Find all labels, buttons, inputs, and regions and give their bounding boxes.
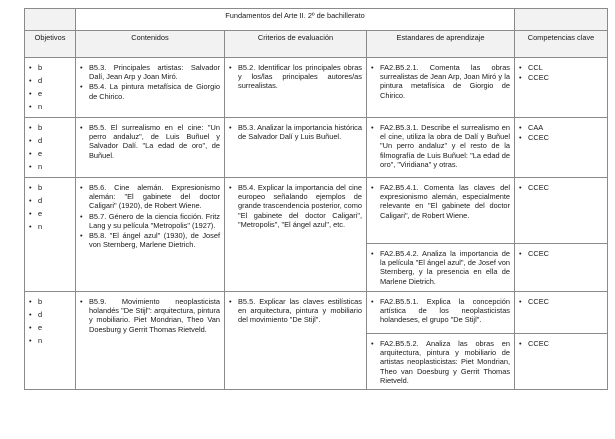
estandar-cell (367, 118, 515, 178)
objetivo-item: • e (29, 323, 71, 336)
criterio-cell (225, 58, 367, 118)
criterio-list (229, 183, 362, 229)
table-row (25, 58, 608, 118)
estandar-list (371, 183, 510, 220)
header-objetivos: Objetivos (25, 31, 76, 58)
table-body (25, 58, 608, 390)
competencias-list (519, 339, 603, 348)
criterio-list (229, 297, 362, 325)
criterio-list (229, 63, 362, 91)
objetivos-cell (25, 118, 76, 178)
estandar-list (371, 63, 510, 100)
estandar-list (371, 123, 510, 169)
competencias-list (519, 123, 603, 142)
competencia-item: • CCEC (519, 249, 603, 258)
objetivos-cell (25, 292, 76, 390)
objetivos-cell (25, 58, 76, 118)
contenidos-list (80, 183, 220, 249)
objetivos-list (29, 183, 71, 235)
curriculum-table (24, 8, 608, 390)
competencia-item: • CCEC (519, 297, 603, 306)
objetivo-item: • d (29, 196, 71, 209)
contenido-item: • B5.9. Movimiento neoplasticista holandés "De Stijl": arquitectura, pintura y mobiliario. Piet Mondrian, Theo Van Doesburg y Gerrit Thomas Rietveld. (80, 297, 220, 334)
table-row (25, 292, 608, 334)
estandar-cell (367, 334, 515, 390)
competencias-cell (515, 292, 608, 334)
objetivo-item: • e (29, 149, 71, 162)
competencias-list (519, 297, 603, 306)
contenido-item: • B5.4. La pintura metafísica de Giorgio de Chirico. (80, 82, 220, 100)
competencia-item: • CAA (519, 123, 603, 132)
objetivo-item: • d (29, 136, 71, 149)
objetivo-item: • e (29, 89, 71, 102)
criterio-item: • B5.3. Analizar la importancia histórica de Salvador Dalí y Luis Buñuel. (229, 123, 362, 141)
objetivo-item: • n (29, 102, 71, 115)
objetivo-item: • b (29, 123, 71, 136)
header-criterios: Criterios de evaluación (225, 31, 367, 58)
objetivos-list (29, 63, 71, 115)
objetivo-item: • n (29, 336, 71, 349)
estandar-item: • FA2.B5.4.2. Analiza la importancia de la película "El ángel azul", de Josef von Sternberg, y la presencia en ella de Marlene Dietrich. (371, 249, 510, 286)
contenidos-cell (76, 292, 225, 390)
estandar-list (371, 339, 510, 385)
competencia-item: • CCL (519, 63, 603, 72)
estandar-cell (367, 292, 515, 334)
estandar-item: • FA2.B5.5.2. Analiza las obras en arquitectura, pintura y mobiliario de artistas neoplasticistas: Piet Mondrian, Theo van Doesburg y Gerrit Thomas Rietveld. (371, 339, 510, 385)
objetivo-item: • e (29, 209, 71, 222)
contenidos-cell (76, 178, 225, 292)
competencias-cell (515, 244, 608, 292)
header-contenidos: Contenidos (76, 31, 225, 58)
competencia-item: • CCEC (519, 133, 603, 142)
objetivo-item: • b (29, 297, 71, 310)
objetivo-item: • b (29, 183, 71, 196)
estandar-cell (367, 244, 515, 292)
competencias-cell (515, 334, 608, 390)
table-title: Fundamentos del Arte II. 2º de bachillerato (76, 9, 515, 31)
contenidos-list (80, 63, 220, 101)
contenido-item: • B5.7. Género de la ciencia ficción. Fritz Lang y su película "Metropolis" (1927). (80, 212, 220, 230)
competencia-item: • CCEC (519, 73, 603, 82)
competencias-cell (515, 178, 608, 244)
competencias-list (519, 63, 603, 82)
objetivo-item: • n (29, 162, 71, 175)
criterio-item: • B5.4. Explicar la importancia del cine europeo señalando ejemplos de grande trascendencia posterior, como "El gabinete del doctor Caligari", "Metropolis", "El ángel azul", etc. (229, 183, 362, 229)
header-row (25, 31, 608, 58)
objetivos-cell (25, 178, 76, 292)
competencia-item: • CCEC (519, 339, 603, 348)
criterio-cell (225, 292, 367, 390)
contenido-item: • B5.8. "El ángel azul" (1930), de Josef von Sternberg, Marlene Dietrich. (80, 231, 220, 249)
estandar-item: • FA2.B5.2.1. Comenta las obras surrealistas de Jean Arp, Joan Miró y la pintura metafísica de Giorgio de Chirico. (371, 63, 510, 100)
competencias-cell (515, 58, 608, 118)
contenidos-list (80, 297, 220, 334)
estandar-item: • FA2.B5.4.1. Comenta las claves del expresionismo alemán, especialmente relevante en "El gabinete del doctor Caligari", de Robert Wiene. (371, 183, 510, 220)
competencias-cell (515, 118, 608, 178)
contenido-item: • B5.6. Cine alemán. Expresionismo alemán: "El gabinete del doctor Caligari" (1920), de Robert Wiene. (80, 183, 220, 211)
header-competencias: Competencias clave (515, 31, 608, 58)
objetivos-list (29, 123, 71, 175)
criterio-cell (225, 118, 367, 178)
objetivo-item: • d (29, 76, 71, 89)
competencia-item: • CCEC (519, 183, 603, 192)
estandar-list (371, 249, 510, 286)
objetivo-item: • n (29, 222, 71, 235)
header-estandares: Estandares de aprendizaje (367, 31, 515, 58)
criterio-item: • B5.5. Explicar las claves estilísticas en arquitectura, pintura y mobiliario del movimiento "De Stijl". (229, 297, 362, 325)
criterio-item: • B5.2. Identificar los principales obras y los/las principales autores/as surrealistas. (229, 63, 362, 91)
contenido-item: • B5.5. El surrealismo en el cine: "Un perro andaluz", de Luis Buñuel y Salvador Dalí. "La edad de oro", de Buñuel. (80, 123, 220, 160)
estandar-cell (367, 178, 515, 244)
objetivo-item: • d (29, 310, 71, 323)
competencias-list (519, 183, 603, 192)
estandar-list (371, 297, 510, 325)
estandar-item: • FA2.B5.3.1. Describe el surrealismo en el cine, utiliza la obra de Dalí y Buñuel "Un perro andaluz" y el resto de la filmografía de Luis Buñuel: "La edad de oro", "Viridiana" y otras. (371, 123, 510, 169)
title-blank-cell-right (515, 9, 608, 31)
estandar-item: • FA2.B5.5.1. Explica la concepción artística de los neoplasticistas holandeses, el grupo "De Stijl". (371, 297, 510, 325)
title-blank-cell (25, 9, 76, 31)
table-row (25, 118, 608, 178)
table-row (25, 178, 608, 244)
contenidos-cell (76, 118, 225, 178)
title-row (25, 9, 608, 31)
objetivos-list (29, 297, 71, 349)
criterio-list (229, 123, 362, 141)
estandar-cell (367, 58, 515, 118)
competencias-list (519, 249, 603, 258)
contenido-item: • B5.3. Principales artistas: Salvador Dalí, Jean Arp y Joan Miró. (80, 63, 220, 81)
criterio-cell (225, 178, 367, 292)
objetivo-item: • b (29, 63, 71, 76)
contenidos-cell (76, 58, 225, 118)
contenidos-list (80, 123, 220, 160)
